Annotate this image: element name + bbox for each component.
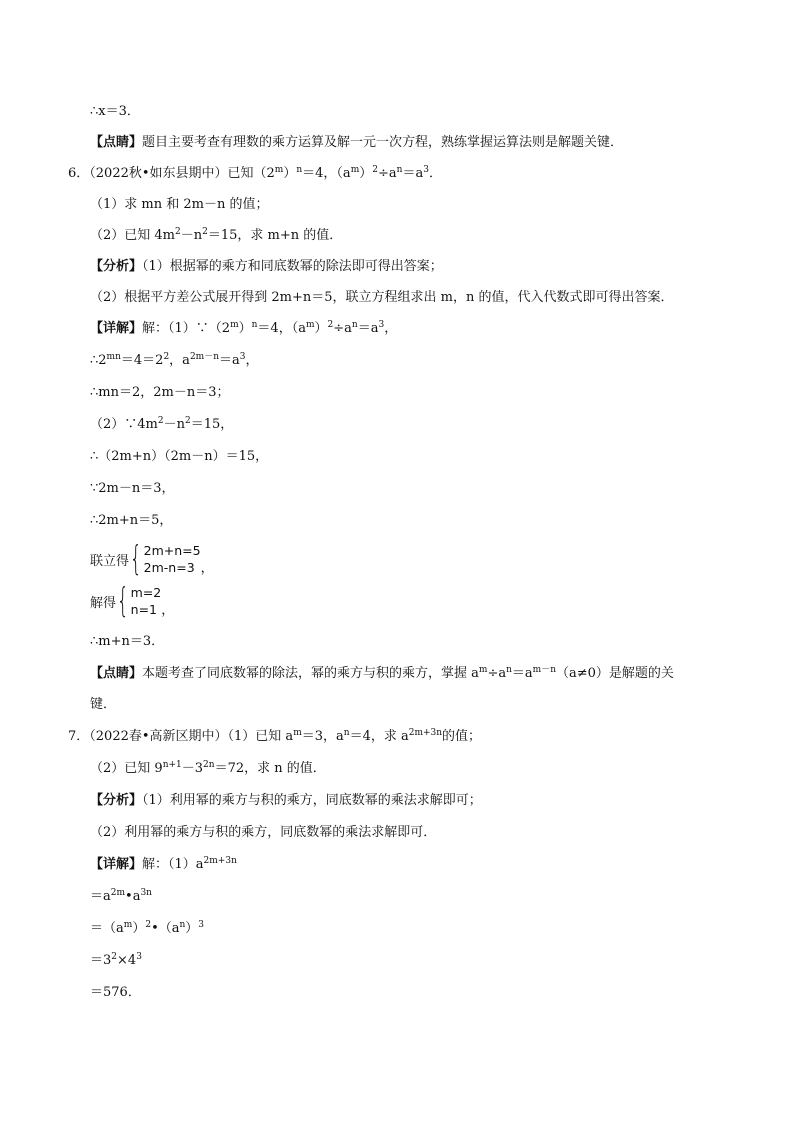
- analysis-tag: 【分析】: [90, 793, 143, 808]
- detail-line-4: $(2)\because 4m^2-n^2=15$，: [90, 416, 234, 432]
- analysis2-line-1: 【分析】（1）利用幂的乘方与积的乘方，同底数幂的乘法求解即可；: [90, 793, 482, 808]
- brace-icon: {: [129, 539, 142, 579]
- question-7-part-2: （2）已知 $9^{n+1}-3^{2n}=72$，求 n 的值．: [90, 760, 326, 776]
- detail-line-6: ∵2m－n＝3，: [90, 481, 175, 496]
- question-7-heading: 7．（2022春•高新区期中）（1）已知 $a^m=3$，$a^n=4$，求 $a^{2m+3n}$的值；: [68, 728, 482, 744]
- system-label: 联立得: [90, 553, 130, 569]
- system-rows: 2m+n=5 2m-n=3: [143, 543, 201, 575]
- analysis-line-1: 【分析】（1）根据幂的乘方和同底数幂的除法即可得出答案；: [90, 259, 443, 274]
- equation-system-2: 解得 { m=2 n=1 ，: [90, 581, 175, 621]
- tip-tag: 【点睛】: [90, 135, 143, 150]
- detail2-line-1: 【详解】解：$(1)a^{2m+3n}$: [90, 856, 237, 872]
- system-label: 解得: [90, 595, 117, 611]
- system-rows: m=2 n=1: [130, 585, 162, 617]
- detail2-line-4: $=3^2\times 4^3$: [90, 952, 142, 968]
- tip-paragraph-2-cont: 键．: [90, 697, 117, 712]
- detail2-line-5: ＝576．: [90, 985, 141, 1000]
- detail-line-3: ∴mn＝2，2m－n＝3；: [90, 385, 230, 400]
- analysis2-line-2: （2）利用幂的乘方与积的乘方，同底数幂的乘法求解即可．: [90, 825, 437, 840]
- question-6-heading: 6．（2022秋•如东县期中）已知$(2^m)^n=4$，$(a^m)^2\div a^n=a^3$．: [68, 165, 442, 181]
- analysis-tag: 【分析】: [90, 259, 143, 274]
- previous-result: ∴x＝3．: [90, 104, 140, 119]
- tip-tag: 【点睛】: [90, 666, 143, 681]
- tip-paragraph-2: 【点睛】本题考查了同底数幂的除法，幂的乘方与积的乘方，掌握 $a^m\div a^n=a^{m-n}(a\ne 0)$是解题的关: [90, 665, 674, 681]
- detail2-line-2: $=a^{2m}•a^{3n}$: [90, 888, 152, 904]
- question-6-part-2: （2）已知 $4m^2-n^2=15$，求 m+n 的值．: [90, 227, 343, 243]
- detail-line-1: 【详解】解：$(1)\because(2^m)^n=4$，$(a^m)^2\div a^n=a^3$，: [90, 320, 398, 336]
- analysis-line-2: （2）根据平方差公式展开得到 2m+n＝5，联立方程组求出 m，n 的值，代入代数式即可得出答案．: [90, 290, 674, 305]
- detail-tag: 【详解】: [90, 321, 143, 336]
- brace-icon: {: [116, 581, 129, 621]
- detail-line-8: ∴m+n＝3．: [90, 634, 165, 649]
- detail-line-7: ∴2m+n＝5，: [90, 513, 173, 528]
- question-6-part-1: （1）求 mn 和 2m－n 的值；: [90, 197, 269, 212]
- detail-tag: 【详解】: [90, 857, 143, 872]
- tip-paragraph-1: [90, 134, 623, 152]
- tip-text: 题目主要考查有理数的乘方运算及解一元一次方程，熟练掌握运算法则是解题关键．: [142, 135, 624, 150]
- detail2-line-3: $=(a^m)^2•(a^n)^3$: [90, 920, 205, 936]
- equation-system-1: 联立得 { 2m+n=5 2m-n=3 ，: [90, 539, 214, 579]
- detail-line-2: $\therefore 2^{mn}=4=2^2$，$a^{2m-n}=a^3$，: [90, 352, 259, 368]
- detail-line-5: ∴（2m+n）（2m－n）＝15，: [90, 449, 269, 464]
